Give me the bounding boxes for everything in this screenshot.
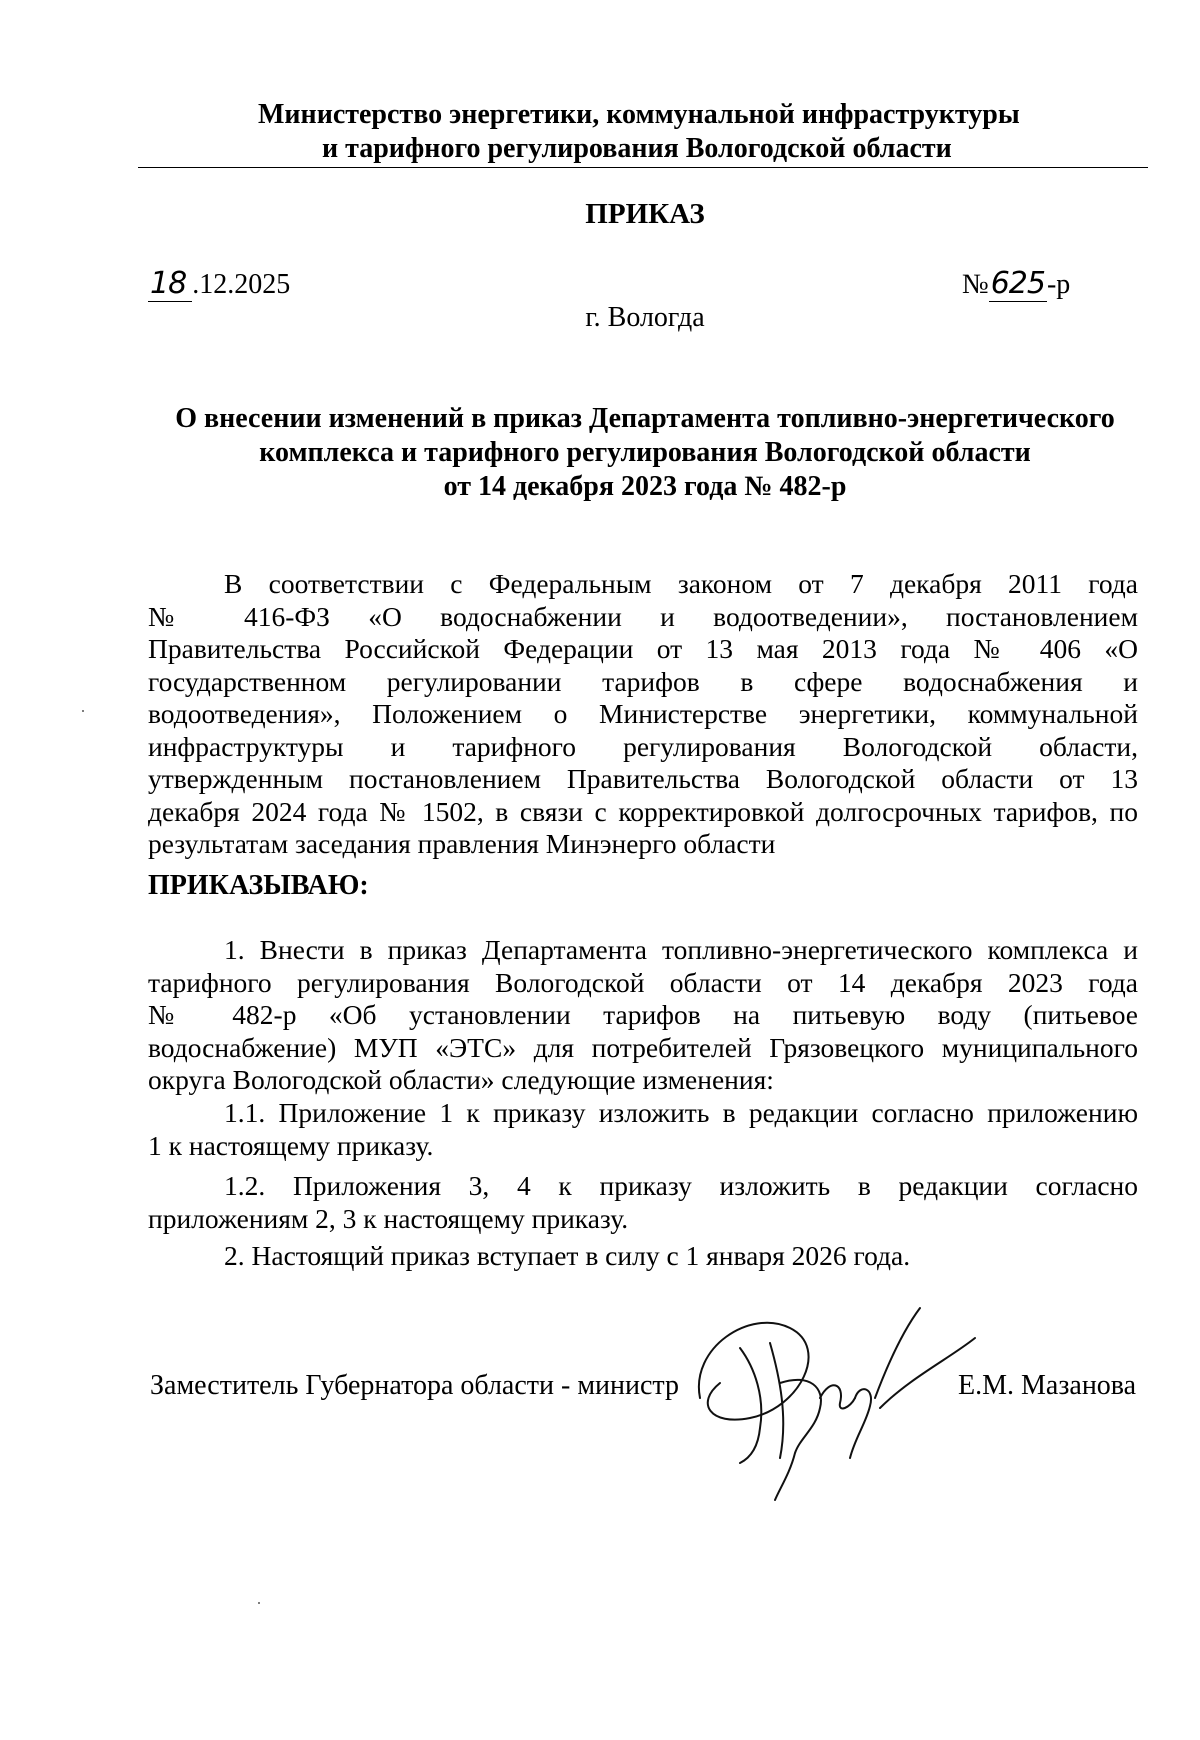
preamble-paragraph [148, 568, 1138, 861]
signatory-name: Е.М. Мазанова [958, 1370, 1137, 1401]
preamble-line: инфраструктуры и тарифного регулирования Вологодской области, [148, 730, 1138, 762]
item-1-2-paragraph [148, 1170, 1138, 1235]
number-value-handwritten: 625 [990, 266, 1045, 301]
header-rule [138, 167, 1148, 168]
handwritten-signature [680, 1288, 980, 1508]
preamble-line: Правительства Российской Федерации от 13 мая 2013 года № 406 «О [148, 633, 1138, 664]
subject-line1: О внесении изменений в приказ Департамента топливно-энергетического [175, 403, 1115, 434]
item-1-1-paragraph [148, 1097, 1138, 1162]
date-day-handwritten: 18 [148, 266, 192, 302]
scan-speck [82, 710, 84, 712]
preamble-line: государственном регулировании тарифов в сфере водоснабжения и [148, 665, 1138, 697]
item-1-1-line: 1.1. Приложение 1 к приказу изложить в редакции согласно приложению [224, 1097, 1138, 1128]
ministry-name-line1: Министерство энергетики, коммунальной инфраструктуры [258, 99, 1020, 130]
item-1-line: водоснабжение) МУП «ЭТС» для потребителей Грязовецкого муниципального [148, 1031, 1138, 1063]
preamble-line: В соответствии с Федеральным законом от 7 декабря 2011 года [224, 568, 1138, 599]
preamble-line: результатам заседания правления Минэнерго области [148, 828, 776, 859]
signatory-title: Заместитель Губернатора области - министр [150, 1370, 679, 1401]
ministry-name-line2: и тарифного регулирования Вологодской области [322, 133, 952, 164]
preamble-line: утвержденным постановлением Правительства Вологодской области от 13 [148, 763, 1138, 794]
item-1-2-line: 1.2. Приложения 3, 4 к приказу изложить в редакции согласно [224, 1170, 1138, 1201]
date-rest: .12.2025 [192, 269, 291, 300]
document-type-title: ПРИКАЗ [585, 198, 705, 230]
document-subject [0, 402, 1200, 504]
number-suffix: -р [1046, 269, 1071, 300]
preamble-line: водоотведения», Положением о Министерстве энергетики, коммунальной [148, 698, 1138, 729]
number-prefix: № [962, 269, 989, 300]
item-1-line: № 482-р «Об установлении тарифов на питьевую воду (питьевое [148, 999, 1138, 1030]
document-date [148, 266, 290, 301]
city: г. Вологда [585, 302, 705, 333]
item-1-paragraph [148, 934, 1138, 1097]
subject-line3: от 14 декабря 2023 года № 482-р [443, 471, 847, 502]
subject-line2: комплекса и тарифного регулирования Вологодской области [259, 437, 1031, 468]
item-1-1-line: 1 к настоящему приказу. [148, 1129, 434, 1161]
document-number [962, 266, 1070, 301]
item-2-paragraph: 2. Настоящий приказ вступает в силу с 1 января 2026 года. [224, 1240, 911, 1271]
preamble-line: декабря 2024 года № 1502, в связи с корректировкой долгосрочных тарифов, по [148, 795, 1138, 827]
order-word: ПРИКАЗЫВАЮ: [148, 870, 369, 901]
preamble-line: № 416-ФЗ «О водоснабжении и водоотведении», постановлением [148, 600, 1138, 632]
item-1-2-line: приложениям 2, 3 к настоящему приказу. [148, 1202, 629, 1234]
item-1-line: 1. Внести в приказ Департамента топливно-энергетического комплекса и [224, 934, 1138, 965]
item-1-line: округа Вологодской области» следующие изменения: [148, 1064, 774, 1095]
item-1-line: тарифного регулирования Вологодской области от 14 декабря 2023 года [148, 966, 1138, 998]
scan-speck [258, 1602, 260, 1604]
